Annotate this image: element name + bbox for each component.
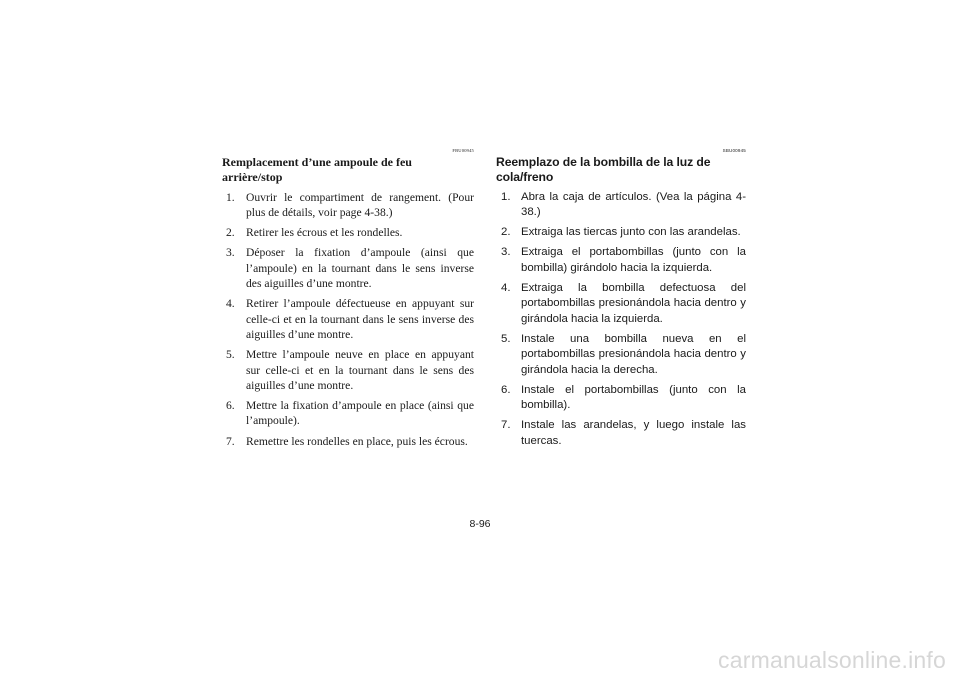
section-heading: Remplacement d’une ampoule de feu arrière/stop bbox=[222, 155, 412, 185]
list-item bbox=[222, 245, 474, 291]
step-number: 3. bbox=[226, 246, 235, 260]
list-item bbox=[496, 190, 746, 221]
step-text: Instale las arandelas, y luego instale las tuercas. bbox=[521, 419, 746, 447]
step-number: 3. bbox=[501, 246, 511, 259]
steps-list bbox=[222, 190, 474, 449]
list-item bbox=[496, 225, 746, 240]
step-text: Retirer les écrous et les rondelles. bbox=[246, 226, 403, 240]
watermark: carmanualsonline.info bbox=[718, 647, 946, 673]
step-text: Extraiga las tiercas junto con las arandelas. bbox=[521, 226, 741, 239]
list-item bbox=[496, 281, 746, 327]
step-text: Retirer l’ampoule défectueuse en appuyant sur celle-ci et en la tournant dans le sens inverse des aiguilles d’une montre. bbox=[246, 297, 474, 341]
spanish-column bbox=[496, 148, 746, 454]
list-item bbox=[496, 418, 746, 449]
list-item bbox=[222, 398, 474, 429]
list-item bbox=[496, 245, 746, 276]
list-item bbox=[222, 225, 474, 240]
step-number: 1. bbox=[226, 190, 235, 204]
list-item bbox=[496, 383, 746, 414]
list-item bbox=[222, 190, 474, 221]
step-number: 5. bbox=[501, 332, 511, 345]
step-text: Ouvrir le compartiment de rangement. (Pour plus de détails, voir page 4-38.) bbox=[246, 190, 474, 219]
step-number: 4. bbox=[501, 282, 511, 295]
step-number: 7. bbox=[501, 419, 511, 432]
step-text: Extraiga la bombilla defectuosa del portabombillas presionándola hacia dentro y girándola hacia la izquierda. bbox=[521, 282, 746, 325]
french-column bbox=[222, 148, 474, 454]
step-number: 5. bbox=[226, 348, 235, 362]
page-number: 8-96 bbox=[469, 518, 491, 530]
step-number: 4. bbox=[226, 297, 235, 311]
section-code: SBU00945 bbox=[722, 148, 746, 153]
section-heading: Reemplazo de la bombilla de la luz de cola/freno bbox=[496, 155, 711, 185]
step-text: Mettre la fixation d’ampoule en place (ainsi que l’ampoule). bbox=[246, 399, 474, 428]
step-text: Mettre l’ampoule neuve en place en appuyant sur celle-ci et en la tournant dans le sens des aiguilles d’une montre. bbox=[246, 348, 474, 392]
list-item bbox=[222, 296, 474, 342]
list-item bbox=[222, 347, 474, 393]
section-code: FBU00945 bbox=[452, 148, 474, 153]
step-number: 2. bbox=[501, 226, 511, 239]
step-number: 6. bbox=[226, 399, 235, 413]
step-text: Abra la caja de artículos. (Vea la página 4-38.) bbox=[521, 190, 746, 218]
step-text: Remettre les rondelles en place, puis les écrous. bbox=[246, 434, 468, 448]
step-text: Déposer la fixation d’ampoule (ainsi que l’ampoule) en la tournant dans le sens inverse des aiguilles d’une montre. bbox=[246, 246, 474, 291]
step-text: Extraiga el portabombillas (junto con la bombilla) girándolo hacia la izquierda. bbox=[521, 246, 746, 274]
step-text: Instale una bombilla nueva en el portabombillas presionándola hacia dentro y girándola hacia la derecha. bbox=[521, 332, 746, 376]
step-number: 2. bbox=[226, 226, 235, 240]
step-number: 7. bbox=[226, 434, 235, 448]
step-number: 1. bbox=[501, 190, 511, 203]
list-item bbox=[222, 434, 474, 449]
step-number: 6. bbox=[501, 383, 511, 396]
step-text: Instale el portabombillas (junto con la bombilla). bbox=[521, 383, 746, 412]
steps-list bbox=[496, 190, 746, 449]
list-item bbox=[496, 332, 746, 378]
